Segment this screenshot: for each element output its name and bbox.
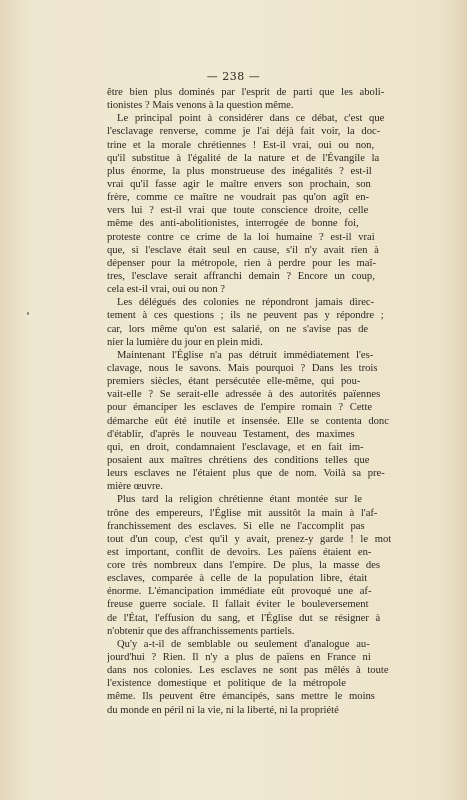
text-line: d'établir, d'après le nouveau Testament, des maximes <box>107 428 355 440</box>
text-line: vrai qu'il fasse agir le maître envers son prochain, son <box>107 178 371 190</box>
body-text <box>107 86 441 717</box>
text-line: frère, comme ce maître ne voudrait pas qu'on agît en- <box>107 192 370 204</box>
text-line: Qu'y a-t-il de semblable ou seulement d'analogue au- <box>117 638 370 650</box>
page-number: — 238 — <box>206 70 261 83</box>
text-line: être bien plus dominés par l'esprit de parti que les aboli- <box>107 87 385 98</box>
text-line: de l'État, l'effusion du sang, et l'Église dut se résigner à <box>107 612 381 624</box>
text-line: jourd'hui ? Rien. Il n'y a plus de païens en France ni <box>107 652 371 664</box>
text-line: même. Ils peuvent être émancipés, sans mettre le moins <box>107 691 375 703</box>
text-line: pour émanciper les esclaves de l'empire romain ? Cette <box>107 402 373 414</box>
text-line: vait-elle ? Se serait-elle adressée à des autorités païennes <box>107 389 381 401</box>
text-line: tionistes ? Mais venons à la question même. <box>107 100 294 112</box>
text-line: car, lors même qu'on est salarié, on ne s'avise pas de <box>107 323 369 335</box>
text-line: nier la lumière du jour en plein midi. <box>107 336 263 348</box>
text-line: l'existence domestique et politique de la métropole <box>107 678 346 690</box>
text-line: vers lui ? est-il vrai que toute conscience droite, celle <box>107 205 369 217</box>
text-line: Maintenant l'Église n'a pas détruit immédiatement l'es- <box>117 349 374 361</box>
text-line: plus énorme, la plus monstrueuse des inégalités ? est-il <box>107 165 372 177</box>
text-line: core très nombreux dans l'empire. De plus, la masse des <box>107 560 380 572</box>
text-line: leurs esclaves ne l'étaient plus que de nom. Voilà sa pre- <box>107 468 385 480</box>
text-line: clavage, nous le savons. Mais pourquoi ? Dans les trois <box>107 362 378 374</box>
text-line: trine et la morale chrétiennes ! Est-il vrai, oui ou non, <box>107 139 375 151</box>
text-line: freuse guerre sociale. Il fallait éviter le bouleversement <box>107 599 369 611</box>
text-line: tout d'un coup, c'est qu'il y avait, prenez-y garde ! le mot <box>107 533 392 545</box>
text-line: franchissement des esclaves. Si elle ne l'accomplit pas <box>107 520 365 532</box>
text-line: que, si l'esclave était seul en cause, s'il n'y avait rien à <box>107 244 379 256</box>
text-line: tement à ces questions ; ils ne peuvent pas y répondre ; <box>107 310 384 322</box>
text-line: l'esclavage renverse, comme je l'ai déjà fait voir, la doc- <box>107 126 381 138</box>
margin-speck <box>27 312 29 315</box>
text-line: premiers siècles, étant persécutée elle-même, qui pou- <box>107 376 361 388</box>
text-line: dépenser pour la métropole, rien à perdre pour les maî- <box>107 257 376 269</box>
text-line: proteste contre ce crime de la loi humaine ? est-il vrai <box>107 231 375 243</box>
text-line: cela est-il vrai, oui ou non ? <box>107 284 225 296</box>
text-line: du monde en péril ni la vie, ni la liberté, ni la propriété <box>107 704 339 716</box>
text-line: tres, l'esclave serait affranchi demain ? Encore un coup, <box>107 270 375 282</box>
text-line: esclaves, comparée à celle de la population libre, était <box>107 573 368 585</box>
text-line: Les délégués des colonies ne répondront jamais direc- <box>117 297 375 309</box>
text-line: dans nos colonies. Les esclaves ne sont pas mêlés à toute <box>107 665 389 677</box>
text-line: Plus tard la religion chrétienne étant montée sur le <box>117 494 362 506</box>
text-line: démarche eût été inutile et insensée. Elle se contenta donc <box>107 415 389 427</box>
text-line: qu'il substitue à l'égalité de la nature et de l'Évangile la <box>107 152 380 164</box>
text-line: posaient aux maîtres chrétiens des conditions telles que <box>107 454 370 466</box>
text-line: mière œuvre. <box>107 481 163 493</box>
text-line: n'obtenir que des affranchissements partiels. <box>107 625 295 637</box>
text-line: est important, conflit de devoirs. Les païens étaient en- <box>107 546 372 558</box>
text-line: trône des empereurs, l'Église mit aussitôt la main à l'af- <box>107 507 378 519</box>
text-line: énorme. L'émancipation immédiate eût provoqué une af- <box>107 586 372 598</box>
text-line: Le principal point à considérer dans ce débat, c'est que <box>117 113 385 125</box>
text-line: qui, en droit, condamnaient l'esclavage, et en fait im- <box>107 441 364 453</box>
text-line: même des anti-abolitionistes, interrogée de bonne foi, <box>107 218 359 230</box>
